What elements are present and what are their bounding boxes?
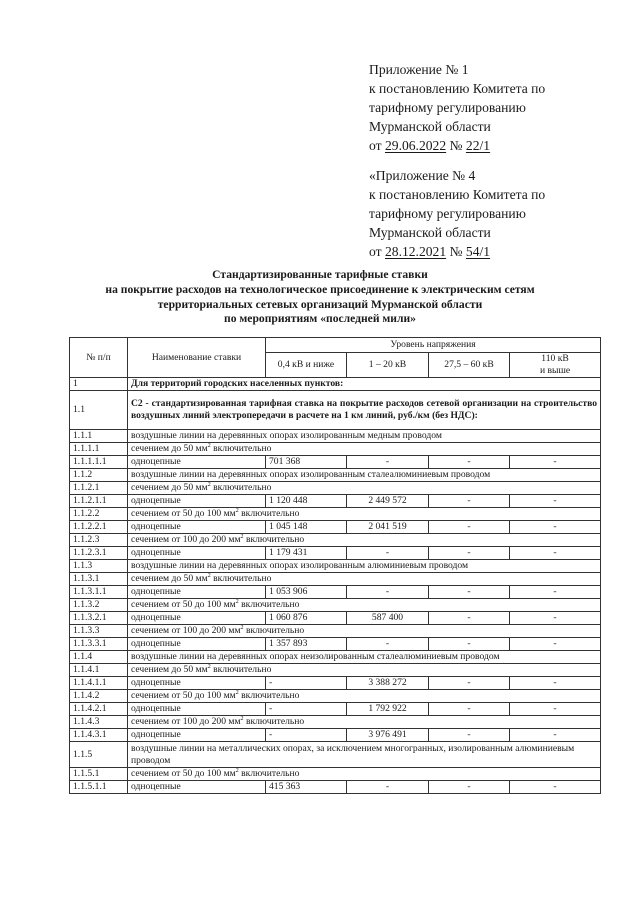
row-num: 1.1.4.2 [70,690,128,703]
row-value-v2: 2 041 519 [347,521,429,534]
row-text [128,768,601,781]
header-v4 [510,353,601,378]
table-row [70,651,601,664]
row-text-main: сечением до 50 мм [131,482,208,493]
header-v4-line-2: и выше [539,365,571,376]
appendix-4-number-sign: № [446,244,466,259]
row-text-tail: включительно [238,690,300,701]
row-text: воздушные линии на металлических опорах, за исключением многогранных, изолированным алюминиевым проводом [128,742,601,768]
row-text-tail: включительно [243,534,305,545]
row-value-v3: - [429,677,510,690]
table-row [70,690,601,703]
row-value-v4: - [510,495,601,508]
row-text-tail: включительно [243,716,305,727]
table-row [70,664,601,677]
header-name: Наименование ставки [128,338,266,378]
row-value-v3: - [429,586,510,599]
appendix-1-number-sign: № [446,138,466,153]
table-row [70,716,601,729]
table-row [70,443,601,456]
title-line-1: Стандартизированные тарифные ставки [212,268,428,281]
row-value-v3: - [429,495,510,508]
table-row [70,508,601,521]
row-num: 1 [70,378,128,391]
row-value-v4: - [510,638,601,651]
row-text-main: сечением от 50 до 100 мм [131,690,236,701]
row-text-superscript: 2 [240,715,244,722]
table-row [70,547,601,560]
appendix-1-line-3: тарифному регулированию [369,100,526,115]
row-text [128,599,601,612]
table-row [70,560,601,573]
row-num: 1.1.2.3 [70,534,128,547]
table-row [70,430,601,443]
row-value-v1: - [266,729,347,742]
row-num: 1.1.3.3 [70,625,128,638]
appendix-1-line-4: Мурманской области [369,119,491,134]
row-text-main: сечением от 50 до 100 мм [131,768,236,779]
appendix-1-date-prefix: от [369,138,385,153]
appendix-1-header [369,60,619,155]
row-num: 1.1.4.1.1 [70,677,128,690]
row-text-superscript: 2 [235,689,239,696]
table-row [70,469,601,482]
row-text [128,573,601,586]
row-value-v4: - [510,729,601,742]
row-num: 1.1.2.2.1 [70,521,128,534]
row-text-superscript: 2 [207,481,211,488]
row-text-main: сечением от 50 до 100 мм [131,599,236,610]
row-num: 1.1.4 [70,651,128,664]
row-value-v1: 701 368 [266,456,347,469]
appendix-1-date-line [369,136,619,155]
row-text [128,690,601,703]
header-v2: 1 – 20 кВ [347,353,429,378]
row-text-superscript: 2 [240,533,244,540]
row-text: Для территорий городских населенных пунктов: [128,378,601,391]
row-text-tail: включительно [238,599,300,610]
title-line-2: на покрытие расходов на технологическое присоединение к электрическим сетям [105,282,535,296]
row-text-tail: включительно [210,443,272,454]
title-line-4: по мероприятиям «последней мили» [224,312,416,326]
row-text: одноцепные [128,703,266,716]
row-value-v3: - [429,456,510,469]
row-value-v1: 1 357 893 [266,638,347,651]
row-num: 1.1.3.1.1 [70,586,128,599]
row-text: С2 - стандартизированная тарифная ставка на покрытие расходов сетевой организации на строительство воздушных линий электропередачи в расчете на 1 км линий, руб./км (без НДС): [128,391,601,430]
row-value-v1: - [266,703,347,716]
row-text: воздушные линии на деревянных опорах изолированным алюминиевым проводом [128,560,601,573]
row-text-tail: включительно [210,482,272,493]
tariff-rates-table [69,337,601,794]
row-text-tail: включительно [238,508,300,519]
row-text: одноцепные [128,456,266,469]
appendix-4-date-prefix: от [369,244,385,259]
row-text-superscript: 2 [207,663,211,670]
row-text [128,534,601,547]
appendix-4-line-4: Мурманской области [369,225,491,240]
row-num: 1.1.4.3.1 [70,729,128,742]
row-num: 1.1.2.1 [70,482,128,495]
row-num: 1.1.5 [70,742,128,768]
row-num: 1.1.2.3.1 [70,547,128,560]
row-value-v4: - [510,456,601,469]
row-num: 1.1.2.1.1 [70,495,128,508]
row-num: 1.1.3 [70,560,128,573]
row-value-v2: - [347,547,429,560]
table-row [70,638,601,651]
table-row [70,495,601,508]
row-num: 1.1.1 [70,430,128,443]
table-row [70,521,601,534]
row-value-v4: - [510,781,601,794]
row-value-v4: - [510,703,601,716]
row-num: 1.1.3.2.1 [70,612,128,625]
row-text-superscript: 2 [235,767,239,774]
table-row [70,742,601,768]
appendix-1-date: 29.06.2022 [384,138,447,153]
header-num: № п/п [70,338,128,378]
row-text: одноцепные [128,612,266,625]
row-num: 1.1.4.1 [70,664,128,677]
table-row [70,703,601,716]
row-text [128,716,601,729]
row-text-tail: включительно [210,573,272,584]
row-num: 1.1.5.1.1 [70,781,128,794]
row-num: 1.1.3.1 [70,573,128,586]
row-text: одноцепные [128,677,266,690]
row-text-main: сечением до 50 мм [131,443,208,454]
row-num: 1.1 [70,391,128,430]
appendix-1-title: Приложение № 1 [369,62,469,77]
table-row [70,573,601,586]
row-text: одноцепные [128,729,266,742]
row-value-v4: - [510,521,601,534]
table-row [70,612,601,625]
row-value-v4: - [510,547,601,560]
row-value-v3: - [429,612,510,625]
row-value-v4: - [510,586,601,599]
header-v4-line-1: 110 кВ [541,353,569,364]
row-value-v3: - [429,547,510,560]
row-text: одноцепные [128,495,266,508]
table-header-row-1 [70,338,601,353]
appendix-4-date-line [369,242,619,261]
row-value-v1: 1 120 448 [266,495,347,508]
appendix-4-date: 28.12.2021 [384,244,447,259]
appendix-4-title: «Приложение № 4 [369,168,476,183]
row-value-v2: - [347,456,429,469]
table-row [70,482,601,495]
row-value-v4: - [510,612,601,625]
row-num: 1.1.2 [70,469,128,482]
document-title [40,268,600,327]
table-row [70,599,601,612]
row-text-main: сечением от 100 до 200 мм [131,625,241,636]
table-row [70,391,601,430]
row-text [128,482,601,495]
row-text-superscript: 2 [235,507,239,514]
row-text: воздушные линии на деревянных опорах неизолированным сталеалюминиевым проводом [128,651,601,664]
row-value-v2: - [347,638,429,651]
row-text-main: сечением до 50 мм [131,573,208,584]
table-row [70,534,601,547]
row-text-main: сечением до 50 мм [131,664,208,675]
row-text-tail: включительно [243,625,305,636]
row-value-v2: 2 449 572 [347,495,429,508]
table-row [70,625,601,638]
row-num: 1.1.3.3.1 [70,638,128,651]
row-text: одноцепные [128,521,266,534]
table-row [70,781,601,794]
row-num: 1.1.4.3 [70,716,128,729]
row-text-superscript: 2 [207,442,211,449]
row-value-v2: 3 388 272 [347,677,429,690]
row-text-main: сечением от 100 до 200 мм [131,534,241,545]
row-text: воздушные линии на деревянных опорах изолированным медным проводом [128,430,601,443]
row-value-v1: 1 045 148 [266,521,347,534]
row-value-v1: 1 053 906 [266,586,347,599]
appendix-4-header [369,166,619,261]
row-value-v2: 3 976 491 [347,729,429,742]
header-v3: 27,5 – 60 кВ [429,353,510,378]
row-num: 1.1.5.1 [70,768,128,781]
row-value-v1: - [266,677,347,690]
row-value-v3: - [429,703,510,716]
row-value-v3: - [429,521,510,534]
row-text-superscript: 2 [240,624,244,631]
row-value-v3: - [429,729,510,742]
row-value-v2: - [347,781,429,794]
row-value-v1: 1 179 431 [266,547,347,560]
row-text: одноцепные [128,781,266,794]
appendix-1-number: 22/1 [465,138,491,153]
row-text: одноцепные [128,586,266,599]
row-text-superscript: 2 [207,572,211,579]
row-value-v3: - [429,638,510,651]
row-value-v3: - [429,781,510,794]
header-voltage: Уровень напряжения [266,338,601,353]
appendix-4-line-2: к постановлению Комитета по [369,187,546,202]
table-row [70,586,601,599]
row-value-v2: 1 792 922 [347,703,429,716]
row-value-v4: - [510,677,601,690]
table-row [70,378,601,391]
row-text-main: сечением от 50 до 100 мм [131,508,236,519]
row-num: 1.1.4.2.1 [70,703,128,716]
row-value-v2: - [347,586,429,599]
table-row [70,729,601,742]
table-row [70,677,601,690]
row-text [128,664,601,677]
row-text [128,508,601,521]
row-value-v1: 1 060 876 [266,612,347,625]
row-text: воздушные линии на деревянных опорах изолированным сталеалюминиевым проводом [128,469,601,482]
title-line-3: территориальных сетевых организаций Мурманской области [157,297,483,311]
row-text [128,443,601,456]
row-num: 1.1.3.2 [70,599,128,612]
table-row [70,768,601,781]
row-num: 1.1.1.1.1 [70,456,128,469]
row-text: одноцепные [128,638,266,651]
table-row [70,456,601,469]
row-text-tail: включительно [238,768,300,779]
appendix-1-line-2: к постановлению Комитета по [369,81,546,96]
row-text-main: сечением от 100 до 200 мм [131,716,241,727]
header-v1: 0,4 кВ и ниже [266,353,347,378]
row-text-tail: включительно [210,664,272,675]
row-value-v1: 415 363 [266,781,347,794]
row-text [128,625,601,638]
row-text: одноцепные [128,547,266,560]
row-num: 1.1.2.2 [70,508,128,521]
row-text-superscript: 2 [235,598,239,605]
appendix-4-number: 54/1 [465,244,491,259]
row-value-v2: 587 400 [347,612,429,625]
row-num: 1.1.1.1 [70,443,128,456]
appendix-4-line-3: тарифному регулированию [369,206,526,221]
